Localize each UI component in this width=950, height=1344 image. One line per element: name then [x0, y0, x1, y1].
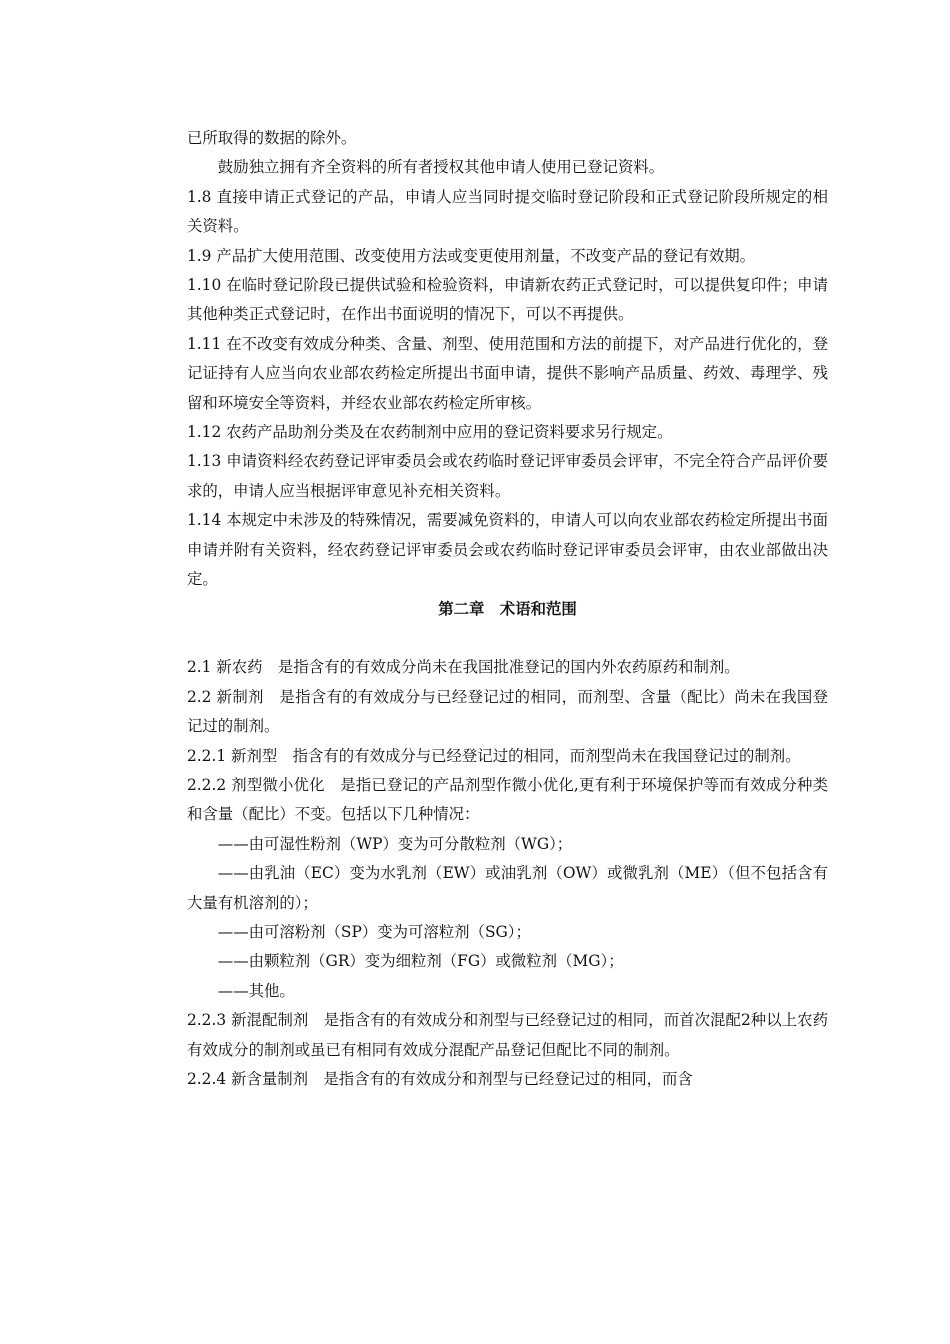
clause-1-8: 1.8 直接申请正式登记的产品，申请人应当同时提交临时登记阶段和正式登记阶段所规定的相关资料。	[187, 187, 828, 236]
clause-1-13: 1.13 申请资料经农药登记评审委员会或农药临时登记评审委员会评审，不完全符合产品评价要求的，申请人应当根据评审意见补充相关资料。	[187, 452, 828, 500]
definition-2-2: 2.2 新制剂 是指含有的有效成分与已经登记过的相同，而剂型、含量（配比）尚未在我国登记过的制剂。	[187, 687, 828, 736]
paragraph: 已所取得的数据的除外。	[187, 129, 357, 147]
definition-2-2-1: 2.2.1 新剂型 指含有的有效成分与已经登记过的相同，而剂型尚未在我国登记过的制剂。	[187, 746, 801, 765]
list-item: ——由乳油（EC）变为水乳剂（EW）或油乳剂（OW）或微乳剂（ME）（但不包括含有大量有机溶剂的）；	[187, 864, 828, 912]
definition-2-1: 2.1 新农药 是指含有的有效成分尚未在我国批准登记的国内外农药原药和制剂。	[187, 658, 740, 677]
definition-2-2-4: 2.2.4 新含量制剂 是指含有的有效成分和剂型与已经登记过的相同，而含	[187, 1069, 693, 1088]
chapter-heading: 第二章 术语和范围	[438, 599, 577, 618]
list-item: ——由可溶粉剂（SP）变为可溶粒剂（SG）；	[217, 922, 531, 941]
list-item: ——其他。	[217, 981, 295, 1000]
list-item: ——由可湿性粉剂（WP）变为可分散粒剂（WG）；	[217, 834, 573, 853]
document-page	[187, 124, 828, 1094]
clause-1-10: 1.10 在临时登记阶段已提供试验和检验资料，申请新农药正式登记时，可以提供复印件；申请其他种类正式登记时，在作出书面说明的情况下，可以不再提供。	[187, 276, 828, 324]
clause-1-9: 1.9 产品扩大使用范围、改变使用方法或变更使用剂量，不改变产品的登记有效期。	[187, 246, 756, 265]
definition-2-2-2: 2.2.2 剂型微小优化 是指已登记的产品剂型作微小优化,更有利于环境保护等而有效成分种类和含量（配比）不变。包括以下几种情况：	[187, 775, 828, 824]
clause-1-14: 1.14 本规定中未涉及的特殊情况，需要减免资料的，申请人可以向农业部农药检定所提出书面申请并附有关资料，经农药登记评审委员会或农药临时登记评审委员会评审，由农业部做出决定。	[187, 511, 828, 589]
list-item: ——由颗粒剂（GR）变为细粒剂（FG）或微粒剂（MG）；	[217, 952, 624, 971]
spacer	[187, 624, 828, 653]
clause-1-11: 1.11 在不改变有效成分种类、含量、剂型、使用范围和方法的前提下，对产品进行优化的，登记证持有人应当向农业部农药检定所提出书面申请，提供不影响产品质量、药效、毒理学、残留和环境安全等资料，并经农业部农药检定所审核。	[187, 334, 828, 412]
paragraph: 鼓励独立拥有齐全资料的所有者授权其他申请人使用已登记资料。	[217, 158, 665, 177]
definition-2-2-3: 2.2.3 新混配制剂 是指含有的有效成分和剂型与已经登记过的相同，而首次混配2种以上农药有效成分的制剂或虽已有相同有效成分混配产品登记但配比不同的制剂。	[187, 1011, 828, 1059]
clause-1-12: 1.12 农药产品助剂分类及在农药制剂中应用的登记资料要求另行规定。	[187, 423, 673, 442]
